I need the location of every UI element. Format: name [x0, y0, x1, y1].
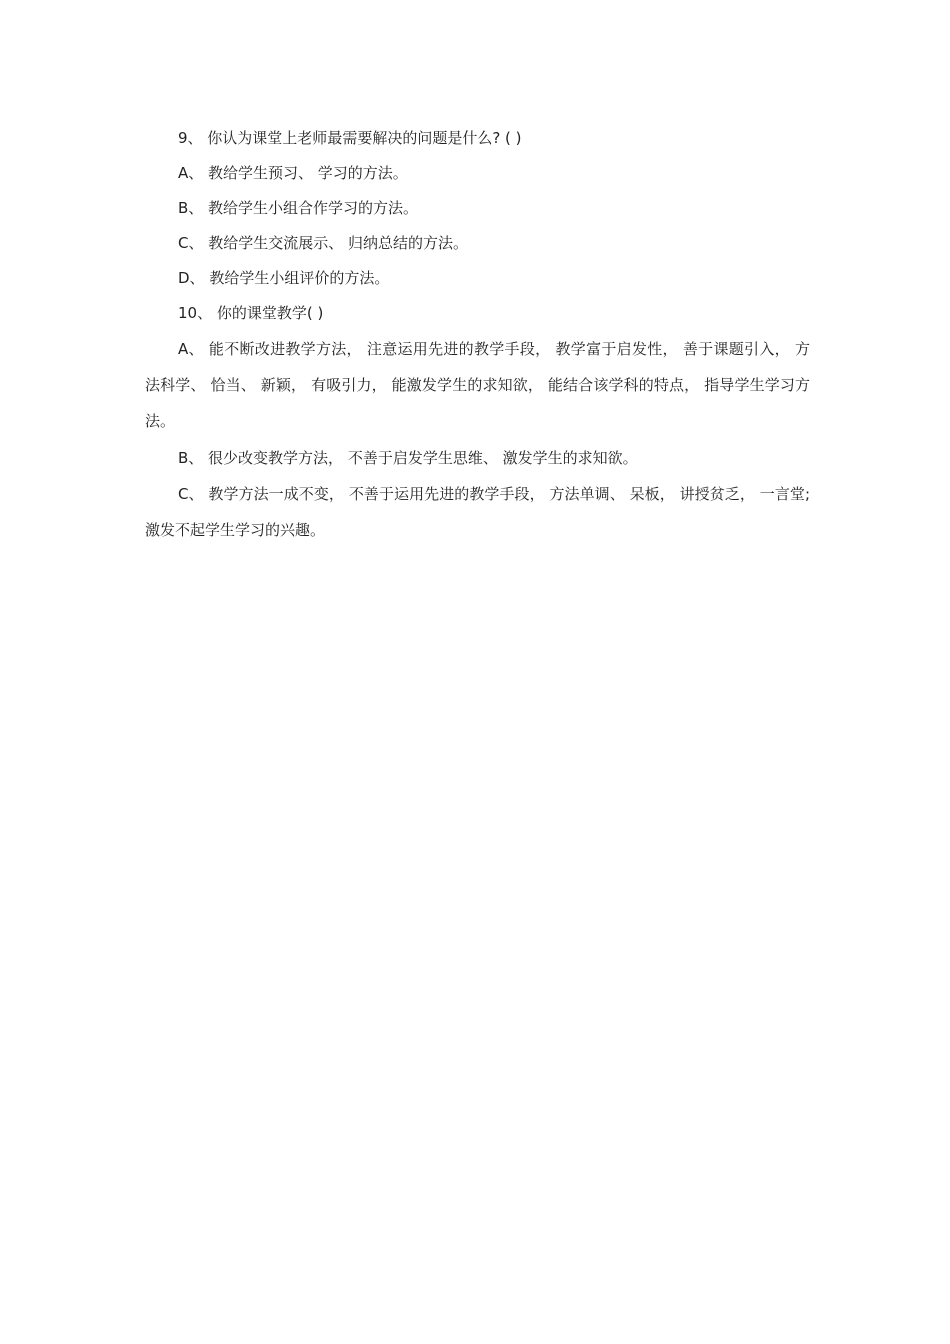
question-9-option-b: B、 教给学生小组合作学习的方法。: [178, 199, 419, 217]
question-10-option-c: C、 教学方法一成不变， 不善于运用先进的教学手段， 方法单调、 呆板， 讲授贫乏， 一言堂; 激发不起学生学习的兴趣。: [145, 485, 810, 539]
question-9-option-a: A、 教给学生预习、 学习的方法。: [178, 164, 408, 182]
question-9: 9、 你认为课堂上老师最需要解决的问题是什么? ( ): [178, 129, 522, 147]
question-9-option-c: C、 教给学生交流展示、 归纳总结的方法。: [178, 234, 469, 252]
question-10: 10、 你的课堂教学( ): [178, 304, 324, 322]
question-10-option-a: A、 能不断改进教学方法， 注意运用先进的教学手段， 教学富于启发性， 善于课题引入， 方法科学、 恰当、 新颖， 有吸引力， 能激发学生的求知欲， 能结合该学科的特点， 指导学生学习方法。: [145, 340, 810, 430]
question-9-option-d: D、 教给学生小组评价的方法。: [178, 269, 390, 287]
question-10-option-b: B、 很少改变教学方法， 不善于启发学生思维、 激发学生的求知欲。: [178, 449, 638, 467]
